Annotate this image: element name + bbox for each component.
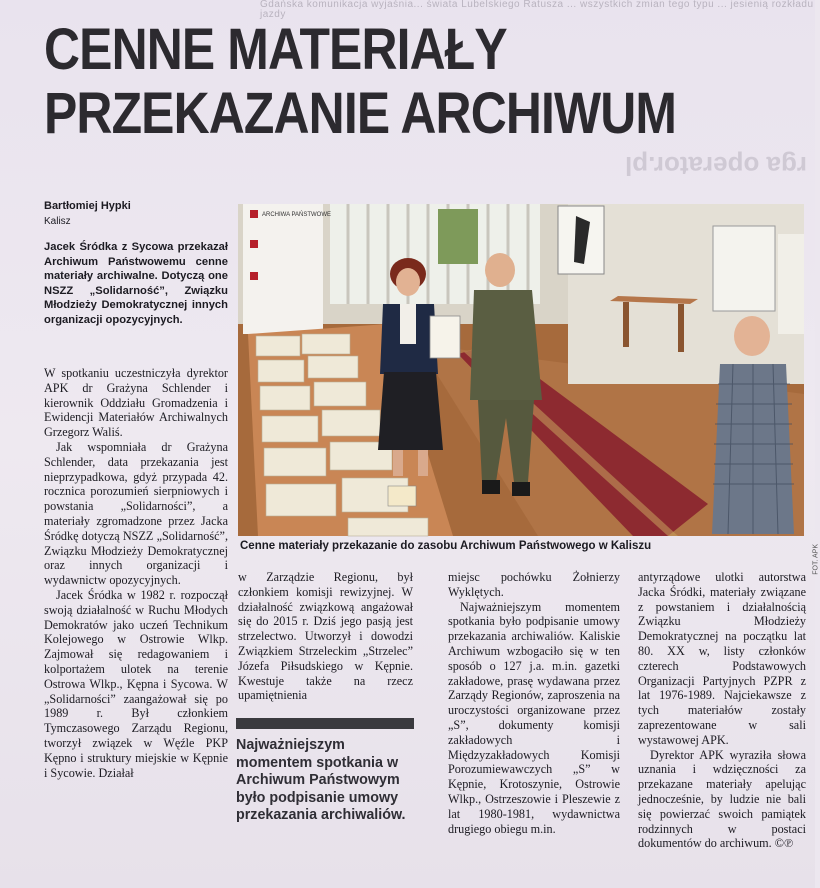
pull-quote: Najważniejszym momentem spotkania w Archiwum Państwowym było podpisanie umowy przekazania archiwaliów.: [236, 737, 406, 824]
article-column-1: [44, 366, 228, 780]
paragraph: antyrządowe ulotki autorstwa Jacka Śródki, materiały związane z powstaniem i działalnością Związku Młodzieży Demokratycznej na początku lat 80. XX w, listy członków czterech Podstawowych Organizacji Partyjnych PZPR z lat 1976-1989. Najciekawsze z tych materiałów zostały zaprezentowane w sali wystawowej APK.: [638, 570, 806, 747]
paragraph: Jacek Śródka w 1982 r. rozpoczął swoją działalność w Ruchu Młodych Demokratów jako uczeń Technikum Kolejowego w Ostrowie Wlkp. Zajmował się redagowaniem i kolportażem ulotek na terenie Ostrowa Wlkp., Kępna i Sycowa. W „Solidarności” zaangażował się po 1989 r. Był członkiem Tymczasowego Zarządu Regionu, tworzył związek w Węźle PKP Kępno i struktury miejskie w Kępnie i Sycowie. Działał: [44, 587, 228, 780]
article-photo: [238, 204, 804, 536]
article-column-4: [638, 570, 806, 851]
author-name: Bartłomiej Hypki: [44, 200, 131, 212]
paragraph: Najważniejszym momentem spotkania było podpisanie umowy przekazania archiwaliów. Kaliskie Archiwum wzbogaciło się w ten sposób o 127 j.a. m.in. gazetki zakładowe, prasę wydawana przez Zarządy Regionów, zaproszenia na uroczystości organizowane przez „S”, dokumenty komisji zakładowych i Międzyzakładowych Komisji Porozumiewawczych „S” w Kępnie, Krotoszynie, Ostrowie Wlkp., Ostrzeszowie i Pleszewie z lat 1980-1981, wydawnictwa drugiego obiegu m.in.: [448, 599, 620, 836]
paragraph: Jak wspomniała dr Grażyna Schlender, data przekazania jest nieprzypadkowa, gdyż przypada 42. rocznica porozumień sierpniowych i powstania „Solidarności”, a materiały zgromadzone przez Jacka Śródkę dotyczą NSZZ „Solidarność”, Związku Młodzieży Demokratycznej oraz innych organizacji i wydawnictw opozycyjnych.: [44, 439, 228, 588]
article-column-3: [448, 570, 620, 836]
article-column-2: [238, 570, 413, 703]
paragraph: W spotkaniu uczestniczyła dyrektor APK dr Grażyna Schlender i kierownik Oddziału Gromadzenia i Ewidencji Materiałów Archiwalnych Grzegorz Waliś.: [44, 366, 228, 440]
headline: [44, 18, 680, 146]
bleed-through-text: Gdańska komunikacja wyjaśnia... świata Lubelskiego Ratusza ... wszystkich zmian tego typu ... jesienią rozkładu jazdy: [260, 0, 814, 20]
photo-caption: Cenne materiały przekazanie do zasobu Archiwum Państwowego w Kaliszu: [240, 540, 652, 552]
paragraph: Dyrektor APK wyraziła słowa uznania i wdzięczności za przekazane materiały apelując jednocześnie, by ludzie nie bali się powierzać swoich pamiątek rodzinnych w postaci dokumentów do archiwum. ©℗: [638, 747, 806, 851]
svg-text:ARCHIWA PAŃSTWOWE: ARCHIWA PAŃSTWOWE: [262, 212, 331, 218]
photo-credit: FOT. APK: [813, 544, 820, 575]
paragraph: miejsc pochówku Żołnierzy Wyklętych.: [448, 570, 620, 599]
headline-line-2: PRZEKAZANIE ARCHIWUM: [44, 81, 677, 146]
bleed-through-heading: rga operator.pl: [624, 151, 807, 181]
headline-line-1: CENNE MATERIAŁY: [44, 17, 507, 82]
paragraph: w Zarządzie Regionu, był członkiem komisji rewizyjnej. W działalność związkową angażował się do 2015 r. Dziś jego pasją jest strzelectwo. Utworzył i dowodzi Związkiem Strzeleckim „Strzelec” Józefa Piłsudskiego w Kępnie. Kwestuje także na rzecz upamiętnienia: [238, 570, 413, 703]
byline: [44, 200, 131, 227]
lead-paragraph: Jacek Śródka z Sycowa przekazał Archiwum Państwowemu cenne materiały archiwalne. Dotyczą one NSZZ „Solidarność”, Związku Młodzieży Demokratycznej innych organizacji opozycyjnych.: [44, 241, 228, 326]
dateline-place: Kalisz: [44, 216, 71, 227]
pull-quote-bar: [236, 718, 414, 729]
